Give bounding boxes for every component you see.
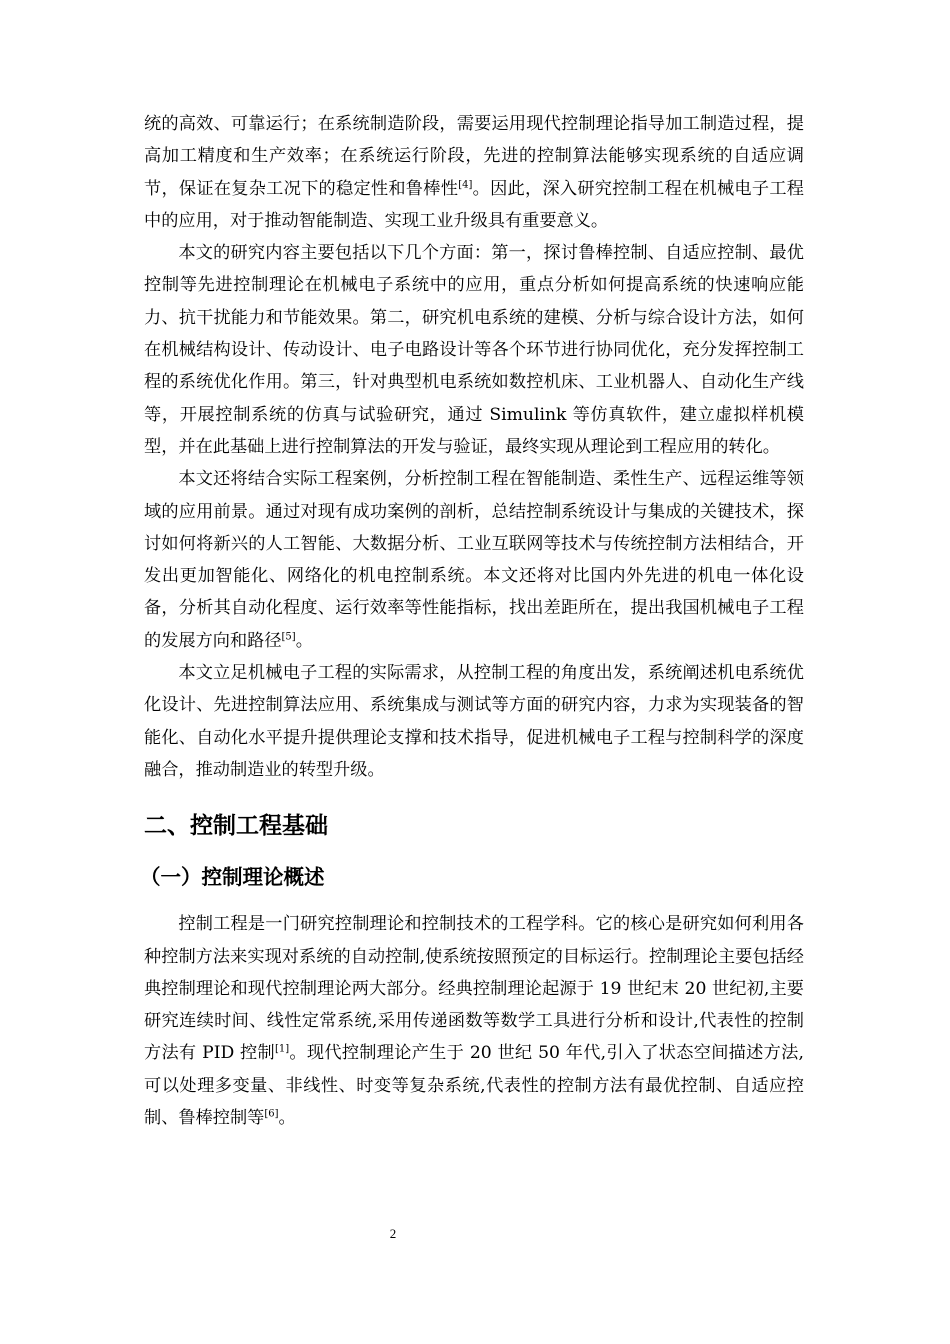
paragraph-continued [144, 108, 804, 237]
paragraph-text: 控制工程是一门研究控制理论和控制技术的工程学科。它的核心是研究如何利用各种控制方法来实现对系统的自动控制,使系统按照预定的目标运行。控制理论主要包括经典控制理论和现代控制理论两大部分。经典控制理论起源于 19 世纪末 20 世纪初,主要研究连续时间、线性定常系统,采用传递函数等数学工具进行分析和设计,代表性的控制方法有 PID 控制 [144, 914, 804, 1064]
paragraph-text: 统的高效、可靠运行；在系统制造阶段，需要运用现代控制理论指导加工制造过程，提高加工精度和生产效率；在系统运行阶段，先进的控制算法能够实现系统的自适应调节，保证在复杂工况下的稳定性和鲁棒性 [144, 114, 804, 199]
paragraph-text: 本文立足机械电子工程的实际需求，从控制工程的角度出发，系统阐述机电系统优化设计、先进控制算法应用、系统集成与测试等方面的研究内容，力求为实现装备的智能化、自动化水平提升提供理论支撑和技术指导，促进机械电子工程与控制科学的深度融合，推动制造业的转型升级。 [144, 663, 804, 780]
paragraph-text-tail: 。因此，深入研究控制工程在机械电子工程中的应用，对于推动智能制造、实现工业升级具有重要意义。 [144, 178, 804, 231]
paragraph-text: 本文的研究内容主要包括以下几个方面：第一，探讨鲁棒控制、自适应控制、最优控制等先进控制理论在机械电子系统中的应用，重点分析如何提高系统的快速响应能力、抗干扰能力和节能效果。第二，研究机电系统的建模、分析与综合设计方法，如何在机械结构设计、传动设计、电子电路设计等各个环节进行协同优化，充分发挥控制工程的系统优化作用。第三，针对典型机电系统如数控机床、工业机器人、自动化生产线等，开展控制系统的仿真与试验研究，通过 Simulink 等仿真软件，建立虚拟样机模型，并在此基础上进行控制算法的开发与验证，最终实现从理论到工程应用的转化。 [144, 243, 804, 457]
citation-ref: [4] [458, 178, 473, 190]
section-heading: 二、控制工程基础 [144, 813, 328, 840]
paragraph-text-tail: 。 [278, 1108, 296, 1129]
paragraph-summary [144, 657, 804, 786]
subsection-heading: （一）控制理论概述 [140, 865, 325, 890]
paragraph-text: 本文还将结合实际工程案例，分析控制工程在智能制造、柔性生产、远程运维等领域的应用前景。通过对现有成功案例的剖析，总结控制系统设计与集成的关键技术，探讨如何将新兴的人工智能、大数据分析、工业互联网等技术与传统控制方法相结合，开发出更加智能化、网络化的机电控制系统。本文还将对比国内外先进的机电一体化设备，分析其自动化程度、运行效率等性能指标，找出差距所在，提出我国机械电子工程的发展方向和路径 [144, 469, 804, 651]
page-body [140, 108, 805, 1134]
page-number: 2 [389, 1226, 397, 1241]
paragraph-text-mid: 。现代控制理论产生于 20 世纪 50 年代,引入了状态空间描述方法,可以处理多变量、非线性、时变等复杂系统,代表性的控制方法有最优控制、自适应控制、鲁棒控制等 [144, 1043, 805, 1129]
citation-ref: [6] [264, 1108, 279, 1120]
paragraph-control-theory [144, 908, 804, 1134]
citation-ref: [5] [281, 631, 296, 643]
paragraph-research-content [144, 237, 804, 463]
citation-ref: [1] [274, 1043, 290, 1055]
paragraph-case-studies [144, 463, 804, 657]
paragraph-text-tail: 。 [295, 630, 313, 651]
